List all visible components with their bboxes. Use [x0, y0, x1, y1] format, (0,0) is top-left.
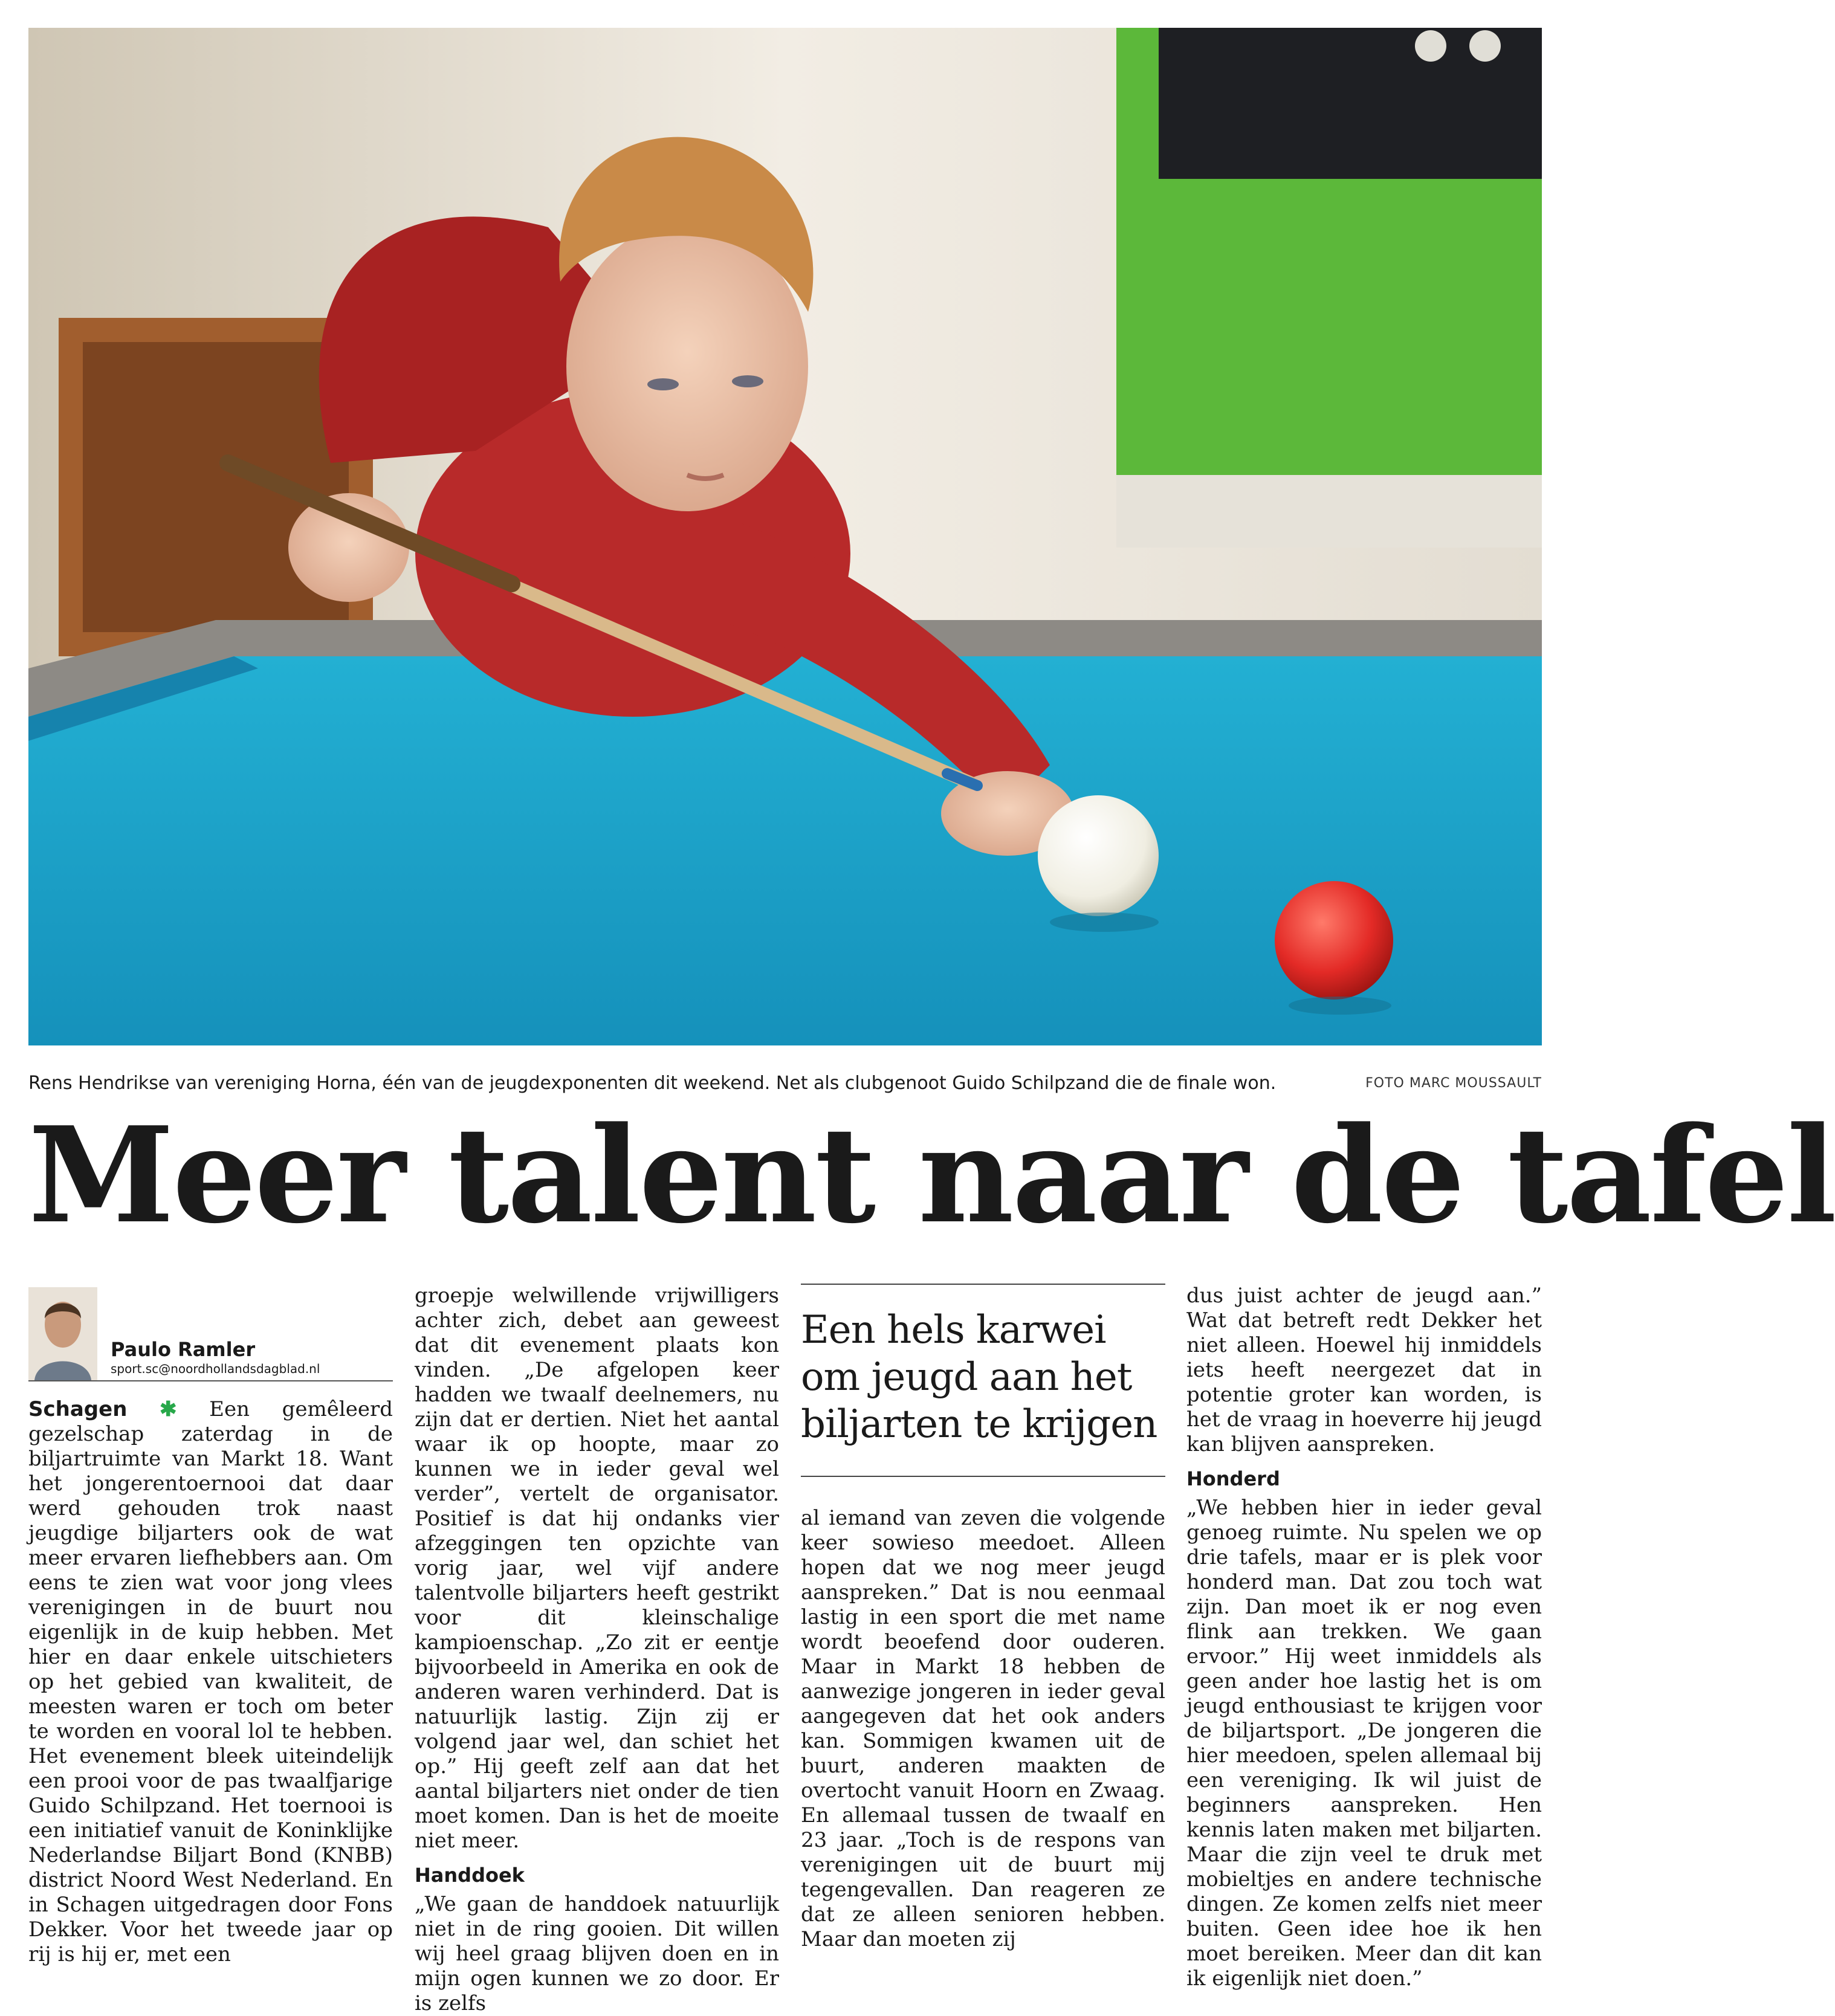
article-column-1: [28, 1284, 393, 1967]
article-column-3: [801, 1284, 1165, 1952]
asterisk-icon: ✱: [160, 1397, 177, 1421]
body-text: „We hebben hier in ieder geval genoeg ruimte. Nu spelen we op drie tafels, maar er is plek voor honderd man. Dat zou toch wat zijn. Dan moet ik er nog even flink aan trekken. We gaan ervoor.” Hij weet inmiddels als geen ander hoe lastig het is om jeugd enthousiast te krijgen voor de biljartsport. „De jongeren die hier meedoen, spelen allemaal bij een vereniging. Ik wil juist de beginners aanspreken. Hen kennis laten maken met biljarten. Maar die zijn veel te druk met mobieltjes en andere technische dingen. Ze komen zelfs niet meer buiten. Geen idee hoe ik hen moet bereiken. Meer dan dit kan ik eigenlijk niet doen.”: [1186, 1496, 1542, 1991]
photo-caption: Rens Hendrikse van vereniging Horna, één van de jeugdexponenten dit weekend. Net als clubgenoot Guido Schilpzand die de finale won.: [28, 1073, 1277, 1094]
article-column-2: [415, 1284, 779, 2016]
body-text: al iemand van zeven die volgende keer sowieso meedoet. Alleen hopen dat we nog meer jeugd aanspreken.” Dat is nou eenmaal lastig in een sport die met name wordt beoefend door ouderen. Maar in Markt 18 hebben de aanwezige jongeren in ieder geval aangegeven dat het ook anders kan. Sommigen kwamen uit de buurt, anderen maakten de overtocht vanuit Hoorn en Zwaag. En allemaal tussen de twaalf en 23 jaar. „Toch is de respons van verenigingen uit de buurt mij tegengevallen. Dan reageren ze dat ze alleen senioren hebben. Maar dan moeten zij: [801, 1506, 1165, 1951]
pull-quote-box: [801, 1284, 1165, 1477]
article-photo: [28, 28, 1542, 1045]
red-ball: [1275, 881, 1393, 1000]
body-text: dus juist achter de jeugd aan.” Wat dat betreft redt Dekker het niet alleen. Hoewel hij inmiddels iets heeft neergezet dat in potentie groter kan worden, is het de vraag in hoeverre hij jeugd kan blijven aanspreken.: [1186, 1284, 1542, 1456]
photo-credit: FOTO MARC MOUSSAULT: [1365, 1076, 1542, 1091]
cue-ball: [1038, 795, 1159, 916]
author-name: Paulo Ramler: [111, 1338, 256, 1361]
subheading: Handdoek: [415, 1864, 525, 1887]
pull-quote: Een hels karwei om jeugd aan het biljarten te krijgen: [801, 1308, 1157, 1447]
body-text: „We gaan de handdoek natuurlijk niet in de ring gooien. Dit willen wij heel graag blijven doen en in mijn ogen kunnen we zo door. Er is zelfs: [415, 1892, 779, 2015]
author-avatar: [28, 1287, 97, 1380]
subheading: Honderd: [1186, 1467, 1280, 1490]
body-text: Een gemêleerd gezelschap zaterdag in de biljartruimte van Markt 18. Want het jongerentoernooi dat daar werd gehouden trok naast jeugdige biljarters ook de wat meer ervaren liefhebbers aan. Om eens te zien wat voor jong vlees verenigingen in de buurt nou eigenlijk in de kuip hebben. Met hier en daar enkele uitschieters op het gebied van kwaliteit, de meesten waren er toch om beter te worden en vooral lol te hebben. Het evenement bleek uiteindelijk een prooi voor de pas twaalfjarige Guido Schilpzand. Het toernooi is een initiatief vanuit de Koninklijke Nederlandse Biljart Bond (KNBB) district Noord West Nederland. En in Schagen uitgedragen door Fons Dekker. Voor het tweede jaar op rij is hij er, met een: [28, 1397, 393, 1966]
byline: [28, 1284, 393, 1381]
billiards-photo-illustration: [28, 28, 1542, 1045]
photo-caption-row: [28, 1070, 1542, 1097]
dateline: Schagen: [28, 1397, 128, 1421]
article-column-4: [1186, 1284, 1542, 1991]
author-email[interactable]: sport.sc@noordhollandsdagblad.nl: [111, 1362, 320, 1376]
body-text: groepje welwillende vrijwilligers achter zich, debet aan geweest dat dit evenement plaats kon vinden. „De afgelopen keer hadden we twaalf deelnemers, nu zijn dat er dertien. Niet het aantal waar ik op hoopte, maar zo kunnen we in ieder geval wel verder”, vertelt de organisator. Positief is dat hij ondanks vier afzeggingen ten opzichte van vorig jaar, wel vijf andere talentvolle biljarters heeft gestrikt voor dit kleinschalige kampioenschap. „Zo zit er eentje bijvoorbeeld in Amerika en ook de anderen waren verhinderd. Dat is natuurlijk lastig. Zijn zij er volgend jaar wel, dan schiet het op.” Hij geeft zelf aan dat het aantal biljarters niet onder de tien moet komen. Dan is het de moeite niet meer.: [415, 1284, 779, 1853]
headline: Meer talent naar de tafel: [28, 1098, 1835, 1253]
